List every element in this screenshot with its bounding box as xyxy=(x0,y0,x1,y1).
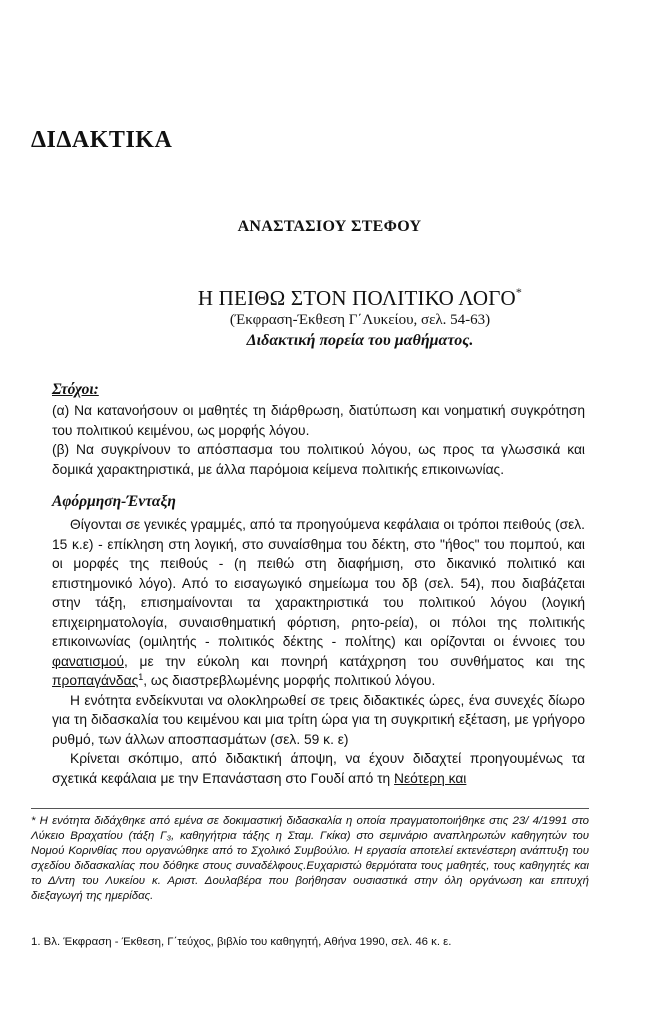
goals-heading xyxy=(52,381,99,399)
intro-p1-text-c: , ως διαστρεβλωμένης μορφής πολιτικού λόγου. xyxy=(143,673,436,688)
article-title-text: Η ΠΕΙΘΩ ΣΤΟΝ ΠΟΛΙΤΙΚΟ ΛΟΓΟ xyxy=(197,286,516,310)
goal-item: (α) Να κατανοήσουν οι μαθητές τη διάρθρωση, διατύπωση και νοηματική συγκρότηση του πολιτικού κειμένου, ως μορφής λόγου. xyxy=(52,403,585,438)
article-title xyxy=(60,280,659,310)
author-name: ΑΝΑΣΤΑΣΙΟΥ ΣΤΕΦΟΥ xyxy=(237,218,422,235)
intro-p1-text-b: , με την εύκολη και πονηρή κατάχρηση του συνθήματος και της xyxy=(124,653,585,669)
title-footnote-mark: * xyxy=(515,285,523,299)
intro-heading: Αφόρμηση-Ένταξη xyxy=(52,493,176,510)
intro-p1-text-a: Θίγονται σε γενικές γραμμές, από τα προηγούμενα κεφάλαια οι τρόποι πειθούς (σελ. 15 κ.ε) - επίκληση στη λογική, στο συναίσθημα του δέκτη, στο "ήθος" του πομπού, και οι μορφές της πειθούς - (η πειθώ στη διαφήμιση, στο δικανικό πολιτικό και επιστημονικό λόγο). Από το εισαγωγικό σημείωμα του δβ (σελ. 54), που διαβάζεται στην τάξη, επισημαίνονται τα χαρακτηριστικά του πολιτικού λόγου (λογική επιχειρηματολογία, συναισθηματική φόρτιση, ρητο-ρεία), οι πόλοι της πολιτικής επικοινωνίας (ομιλητής - πολιτικός δέκτης - πολίτης) και ορίζονται οι έννοιες του xyxy=(52,517,585,649)
footnote-1: 1. Βλ. Έκφραση - Έκθεση, Γ΄τεύχος, βιβλίο του καθηγητή, Αθήνα 1990, σελ. 46 κ. ε. xyxy=(31,936,452,948)
footnote-ref-1: 1 xyxy=(138,672,144,682)
footnote-star-text: * Η ενότητα διδάχθηκε από εμένα σε δοκιμαστική διδασκαλία η οποία πραγματοποιήθηκε στις 23/ 4/1991 στο Λύκειο Βραχατίου (τάξη Γ₃, καθηγήτρια τάξης η Σταμ. Γκίκα) στο σεμινάριο αναπληρωτών καθηγητών του Νομού Κορινθίας που οργανώθηκε από το Σχολικό Συμβούλιο. Η εργασία αποτελεί εκτενέστερη ανάπτυξη του σχεδίου διδασκαλίας που δόθηκε στους συναδέλφους.Ευχαριστώ θερμότατα τους μαθητές, τους καθηγητές και το Δ/ντη του Λυκείου κ. Αριστ. Δουλαβέρα που βοήθησαν ουσιαστικά στην όλη οργάνωση και επιτυχή διεξαγωγή της ημερίδας. xyxy=(31,815,589,902)
intro-paragraph-3 xyxy=(52,749,585,788)
intro-p3-underlined: Νεότερη και xyxy=(394,770,467,786)
footnote-star xyxy=(31,814,589,904)
article-title-block xyxy=(60,280,659,351)
intro-body xyxy=(52,515,585,788)
footnote-divider xyxy=(31,808,589,809)
fanatism-term: φανατισμού xyxy=(52,653,124,669)
goals-list xyxy=(52,401,585,479)
section-title: ΔΙΔΑΚΤΙΚΑ xyxy=(31,127,173,153)
intro-paragraph-2: Η ενότητα ενδείκνυται να ολοκληρωθεί σε τρεις διδακτικές ώρες, ένα συνεχές δίωρο για τη διδασκαλία του κειμένου και μια τρίτη ώρα για τη συγκριτική εξέταση, με γρήγορο ρυθμό, των άλλων αποσπασμάτων (σελ. 59 κ. ε) xyxy=(52,692,585,747)
goal-item: (β) Να συγκρίνουν το απόσπασμα του πολιτικού λόγου, ως προς τα γλωσσικά και δομικά χαρακτηριστικά, με άλλα παρόμοια κείμενα πολιτικής επικοινωνίας. xyxy=(52,442,585,477)
propaganda-term: προπαγάνδας xyxy=(52,673,139,688)
article-subtitle-lesson: Διδακτική πορεία του μαθήματος. xyxy=(246,332,474,349)
intro-p3-text: Κρίνεται σκόπιμο, από διδακτική άποψη, να έχουν διδαχτεί προηγουμένως τα σχετικά κεφάλαια με την Επανάσταση στο Γουδί από τη xyxy=(52,751,585,786)
intro-paragraph-1 xyxy=(52,515,585,691)
goals-heading-text: Στόχοι: xyxy=(52,381,99,398)
article-subtitle: (Έκφραση-Έκθεση Γ΄Λυκείου, σελ. 54-63) xyxy=(229,312,491,328)
